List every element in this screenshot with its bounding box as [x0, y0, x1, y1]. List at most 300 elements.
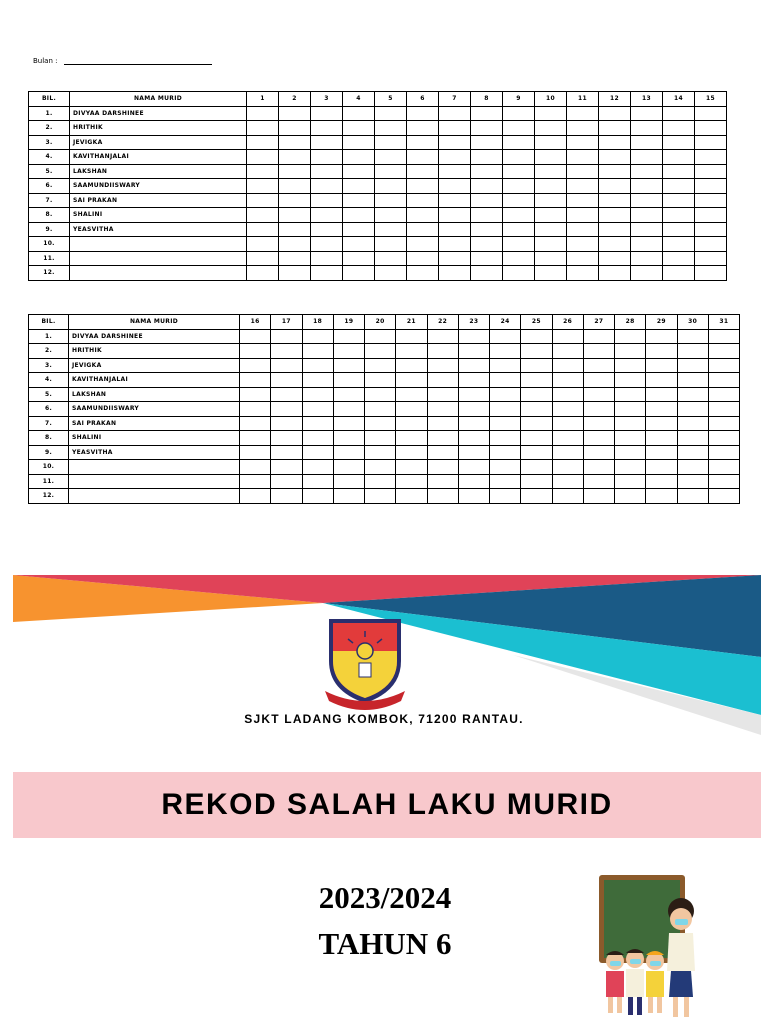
record-cell[interactable]	[631, 121, 663, 136]
record-cell[interactable]	[708, 431, 739, 446]
record-cell[interactable]	[375, 251, 407, 266]
record-cell[interactable]	[583, 373, 614, 388]
record-cell[interactable]	[407, 150, 439, 165]
record-cell[interactable]	[599, 179, 631, 194]
record-cell[interactable]	[583, 358, 614, 373]
record-cell[interactable]	[567, 150, 599, 165]
record-cell[interactable]	[471, 150, 503, 165]
record-cell[interactable]	[695, 193, 727, 208]
record-cell[interactable]	[567, 179, 599, 194]
record-cell[interactable]	[365, 445, 396, 460]
record-cell[interactable]	[631, 164, 663, 179]
record-cell[interactable]	[646, 329, 677, 344]
record-cell[interactable]	[311, 179, 343, 194]
record-cell[interactable]	[333, 387, 364, 402]
record-cell[interactable]	[311, 222, 343, 237]
record-cell[interactable]	[279, 150, 311, 165]
record-cell[interactable]	[271, 445, 302, 460]
record-cell[interactable]	[396, 474, 427, 489]
record-cell[interactable]	[343, 208, 375, 223]
record-cell[interactable]	[567, 164, 599, 179]
record-cell[interactable]	[271, 387, 302, 402]
record-cell[interactable]	[407, 121, 439, 136]
record-cell[interactable]	[503, 251, 535, 266]
record-cell[interactable]	[302, 474, 333, 489]
record-cell[interactable]	[695, 251, 727, 266]
record-cell[interactable]	[599, 164, 631, 179]
record-cell[interactable]	[247, 266, 279, 281]
record-cell[interactable]	[407, 135, 439, 150]
record-cell[interactable]	[247, 150, 279, 165]
record-cell[interactable]	[333, 329, 364, 344]
record-cell[interactable]	[240, 373, 271, 388]
record-cell[interactable]	[427, 431, 458, 446]
record-cell[interactable]	[247, 121, 279, 136]
record-cell[interactable]	[503, 135, 535, 150]
record-cell[interactable]	[631, 193, 663, 208]
record-cell[interactable]	[311, 237, 343, 252]
record-cell[interactable]	[365, 416, 396, 431]
record-cell[interactable]	[708, 445, 739, 460]
record-cell[interactable]	[646, 402, 677, 417]
record-cell[interactable]	[663, 208, 695, 223]
record-cell[interactable]	[333, 489, 364, 504]
record-cell[interactable]	[302, 489, 333, 504]
record-cell[interactable]	[375, 179, 407, 194]
record-cell[interactable]	[343, 150, 375, 165]
record-cell[interactable]	[333, 460, 364, 475]
record-cell[interactable]	[521, 358, 552, 373]
record-cell[interactable]	[599, 106, 631, 121]
record-cell[interactable]	[458, 358, 489, 373]
record-cell[interactable]	[279, 222, 311, 237]
record-cell[interactable]	[677, 431, 708, 446]
record-cell[interactable]	[677, 474, 708, 489]
record-cell[interactable]	[567, 222, 599, 237]
record-cell[interactable]	[240, 431, 271, 446]
record-cell[interactable]	[631, 237, 663, 252]
record-cell[interactable]	[311, 193, 343, 208]
record-cell[interactable]	[343, 106, 375, 121]
record-cell[interactable]	[240, 387, 271, 402]
record-cell[interactable]	[396, 402, 427, 417]
record-cell[interactable]	[552, 344, 583, 359]
record-cell[interactable]	[631, 135, 663, 150]
record-cell[interactable]	[646, 387, 677, 402]
record-cell[interactable]	[521, 416, 552, 431]
record-cell[interactable]	[552, 445, 583, 460]
record-cell[interactable]	[695, 208, 727, 223]
record-cell[interactable]	[567, 193, 599, 208]
record-cell[interactable]	[375, 164, 407, 179]
record-cell[interactable]	[247, 106, 279, 121]
record-cell[interactable]	[439, 266, 471, 281]
record-cell[interactable]	[240, 489, 271, 504]
record-cell[interactable]	[271, 416, 302, 431]
record-cell[interactable]	[333, 373, 364, 388]
record-cell[interactable]	[365, 460, 396, 475]
record-cell[interactable]	[708, 489, 739, 504]
record-cell[interactable]	[631, 222, 663, 237]
record-cell[interactable]	[490, 387, 521, 402]
record-cell[interactable]	[663, 135, 695, 150]
record-cell[interactable]	[458, 460, 489, 475]
record-cell[interactable]	[343, 251, 375, 266]
record-cell[interactable]	[521, 460, 552, 475]
record-cell[interactable]	[490, 329, 521, 344]
record-cell[interactable]	[247, 251, 279, 266]
record-cell[interactable]	[471, 193, 503, 208]
record-cell[interactable]	[599, 150, 631, 165]
record-cell[interactable]	[535, 150, 567, 165]
record-cell[interactable]	[490, 373, 521, 388]
record-cell[interactable]	[375, 208, 407, 223]
record-cell[interactable]	[695, 222, 727, 237]
record-cell[interactable]	[490, 431, 521, 446]
record-cell[interactable]	[407, 179, 439, 194]
record-cell[interactable]	[247, 222, 279, 237]
record-cell[interactable]	[240, 402, 271, 417]
record-cell[interactable]	[427, 329, 458, 344]
record-cell[interactable]	[458, 445, 489, 460]
record-cell[interactable]	[521, 344, 552, 359]
record-cell[interactable]	[695, 106, 727, 121]
record-cell[interactable]	[375, 193, 407, 208]
record-cell[interactable]	[302, 358, 333, 373]
record-cell[interactable]	[646, 445, 677, 460]
record-cell[interactable]	[458, 416, 489, 431]
record-cell[interactable]	[311, 266, 343, 281]
record-cell[interactable]	[535, 193, 567, 208]
record-cell[interactable]	[365, 358, 396, 373]
record-cell[interactable]	[663, 193, 695, 208]
record-cell[interactable]	[567, 251, 599, 266]
record-cell[interactable]	[521, 489, 552, 504]
record-cell[interactable]	[631, 150, 663, 165]
record-cell[interactable]	[427, 358, 458, 373]
record-cell[interactable]	[471, 237, 503, 252]
record-cell[interactable]	[695, 237, 727, 252]
record-cell[interactable]	[663, 237, 695, 252]
record-cell[interactable]	[535, 266, 567, 281]
record-cell[interactable]	[279, 251, 311, 266]
record-cell[interactable]	[407, 164, 439, 179]
record-cell[interactable]	[708, 329, 739, 344]
record-cell[interactable]	[407, 251, 439, 266]
record-cell[interactable]	[439, 222, 471, 237]
record-cell[interactable]	[247, 208, 279, 223]
record-cell[interactable]	[677, 460, 708, 475]
record-cell[interactable]	[302, 373, 333, 388]
record-cell[interactable]	[631, 106, 663, 121]
record-cell[interactable]	[439, 135, 471, 150]
record-cell[interactable]	[583, 445, 614, 460]
record-cell[interactable]	[271, 474, 302, 489]
record-cell[interactable]	[503, 150, 535, 165]
record-cell[interactable]	[708, 402, 739, 417]
record-cell[interactable]	[240, 460, 271, 475]
record-cell[interactable]	[279, 135, 311, 150]
record-cell[interactable]	[583, 460, 614, 475]
record-cell[interactable]	[695, 164, 727, 179]
record-cell[interactable]	[677, 329, 708, 344]
record-cell[interactable]	[343, 121, 375, 136]
record-cell[interactable]	[396, 344, 427, 359]
record-cell[interactable]	[663, 121, 695, 136]
record-cell[interactable]	[240, 344, 271, 359]
record-cell[interactable]	[677, 445, 708, 460]
record-cell[interactable]	[407, 266, 439, 281]
record-cell[interactable]	[458, 489, 489, 504]
record-cell[interactable]	[708, 358, 739, 373]
record-cell[interactable]	[677, 402, 708, 417]
record-cell[interactable]	[631, 179, 663, 194]
record-cell[interactable]	[240, 416, 271, 431]
record-cell[interactable]	[333, 431, 364, 446]
record-cell[interactable]	[247, 193, 279, 208]
record-cell[interactable]	[365, 329, 396, 344]
record-cell[interactable]	[695, 179, 727, 194]
record-cell[interactable]	[427, 489, 458, 504]
record-cell[interactable]	[615, 460, 646, 475]
record-cell[interactable]	[646, 474, 677, 489]
record-cell[interactable]	[521, 329, 552, 344]
record-cell[interactable]	[302, 445, 333, 460]
record-cell[interactable]	[535, 121, 567, 136]
record-cell[interactable]	[471, 208, 503, 223]
record-cell[interactable]	[343, 222, 375, 237]
record-cell[interactable]	[458, 387, 489, 402]
record-cell[interactable]	[271, 489, 302, 504]
record-cell[interactable]	[663, 164, 695, 179]
record-cell[interactable]	[247, 179, 279, 194]
record-cell[interactable]	[583, 344, 614, 359]
record-cell[interactable]	[311, 135, 343, 150]
record-cell[interactable]	[365, 431, 396, 446]
record-cell[interactable]	[471, 251, 503, 266]
record-cell[interactable]	[646, 344, 677, 359]
record-cell[interactable]	[503, 193, 535, 208]
record-cell[interactable]	[311, 164, 343, 179]
record-cell[interactable]	[279, 179, 311, 194]
record-cell[interactable]	[583, 329, 614, 344]
record-cell[interactable]	[458, 373, 489, 388]
record-cell[interactable]	[365, 387, 396, 402]
record-cell[interactable]	[583, 402, 614, 417]
record-cell[interactable]	[677, 387, 708, 402]
record-cell[interactable]	[471, 266, 503, 281]
record-cell[interactable]	[427, 474, 458, 489]
record-cell[interactable]	[646, 358, 677, 373]
record-cell[interactable]	[458, 329, 489, 344]
record-cell[interactable]	[471, 135, 503, 150]
record-cell[interactable]	[535, 237, 567, 252]
record-cell[interactable]	[333, 445, 364, 460]
record-cell[interactable]	[279, 121, 311, 136]
record-cell[interactable]	[583, 416, 614, 431]
record-cell[interactable]	[439, 150, 471, 165]
record-cell[interactable]	[535, 164, 567, 179]
record-cell[interactable]	[615, 416, 646, 431]
record-cell[interactable]	[708, 373, 739, 388]
record-cell[interactable]	[631, 266, 663, 281]
record-cell[interactable]	[503, 121, 535, 136]
record-cell[interactable]	[240, 445, 271, 460]
record-cell[interactable]	[583, 474, 614, 489]
record-cell[interactable]	[552, 474, 583, 489]
record-cell[interactable]	[302, 387, 333, 402]
record-cell[interactable]	[567, 208, 599, 223]
record-cell[interactable]	[279, 237, 311, 252]
record-cell[interactable]	[333, 358, 364, 373]
record-cell[interactable]	[552, 460, 583, 475]
record-cell[interactable]	[271, 402, 302, 417]
record-cell[interactable]	[302, 460, 333, 475]
record-cell[interactable]	[333, 416, 364, 431]
record-cell[interactable]	[396, 358, 427, 373]
record-cell[interactable]	[439, 193, 471, 208]
record-cell[interactable]	[279, 208, 311, 223]
record-cell[interactable]	[677, 358, 708, 373]
record-cell[interactable]	[599, 208, 631, 223]
record-cell[interactable]	[439, 106, 471, 121]
record-cell[interactable]	[333, 402, 364, 417]
record-cell[interactable]	[396, 329, 427, 344]
record-cell[interactable]	[302, 329, 333, 344]
record-cell[interactable]	[396, 431, 427, 446]
record-cell[interactable]	[271, 373, 302, 388]
record-cell[interactable]	[343, 237, 375, 252]
record-cell[interactable]	[599, 251, 631, 266]
record-cell[interactable]	[365, 474, 396, 489]
record-cell[interactable]	[535, 208, 567, 223]
record-cell[interactable]	[599, 121, 631, 136]
record-cell[interactable]	[375, 121, 407, 136]
record-cell[interactable]	[427, 373, 458, 388]
record-cell[interactable]	[240, 474, 271, 489]
record-cell[interactable]	[458, 431, 489, 446]
record-cell[interactable]	[677, 416, 708, 431]
record-cell[interactable]	[695, 135, 727, 150]
record-cell[interactable]	[427, 402, 458, 417]
record-cell[interactable]	[439, 164, 471, 179]
record-cell[interactable]	[311, 121, 343, 136]
record-cell[interactable]	[407, 193, 439, 208]
record-cell[interactable]	[375, 222, 407, 237]
record-cell[interactable]	[599, 193, 631, 208]
record-cell[interactable]	[396, 445, 427, 460]
record-cell[interactable]	[375, 106, 407, 121]
record-cell[interactable]	[503, 179, 535, 194]
record-cell[interactable]	[663, 179, 695, 194]
record-cell[interactable]	[311, 150, 343, 165]
record-cell[interactable]	[427, 387, 458, 402]
record-cell[interactable]	[396, 373, 427, 388]
record-cell[interactable]	[663, 251, 695, 266]
record-cell[interactable]	[615, 445, 646, 460]
record-cell[interactable]	[490, 445, 521, 460]
record-cell[interactable]	[247, 237, 279, 252]
record-cell[interactable]	[302, 416, 333, 431]
record-cell[interactable]	[631, 208, 663, 223]
record-cell[interactable]	[490, 489, 521, 504]
record-cell[interactable]	[343, 164, 375, 179]
record-cell[interactable]	[583, 431, 614, 446]
record-cell[interactable]	[663, 150, 695, 165]
record-cell[interactable]	[663, 222, 695, 237]
record-cell[interactable]	[521, 373, 552, 388]
record-cell[interactable]	[375, 266, 407, 281]
bulan-input-line[interactable]	[64, 56, 212, 65]
record-cell[interactable]	[535, 222, 567, 237]
record-cell[interactable]	[471, 179, 503, 194]
record-cell[interactable]	[471, 121, 503, 136]
record-cell[interactable]	[490, 344, 521, 359]
record-cell[interactable]	[615, 431, 646, 446]
record-cell[interactable]	[631, 251, 663, 266]
record-cell[interactable]	[521, 402, 552, 417]
record-cell[interactable]	[583, 489, 614, 504]
record-cell[interactable]	[271, 431, 302, 446]
record-cell[interactable]	[663, 106, 695, 121]
record-cell[interactable]	[427, 445, 458, 460]
record-cell[interactable]	[279, 106, 311, 121]
record-cell[interactable]	[708, 460, 739, 475]
record-cell[interactable]	[708, 474, 739, 489]
record-cell[interactable]	[567, 135, 599, 150]
record-cell[interactable]	[365, 373, 396, 388]
record-cell[interactable]	[615, 373, 646, 388]
record-cell[interactable]	[365, 344, 396, 359]
record-cell[interactable]	[471, 106, 503, 121]
record-cell[interactable]	[615, 402, 646, 417]
record-cell[interactable]	[552, 329, 583, 344]
record-cell[interactable]	[311, 106, 343, 121]
record-cell[interactable]	[279, 193, 311, 208]
record-cell[interactable]	[439, 251, 471, 266]
record-cell[interactable]	[646, 460, 677, 475]
record-cell[interactable]	[503, 222, 535, 237]
record-cell[interactable]	[677, 373, 708, 388]
record-cell[interactable]	[535, 135, 567, 150]
record-cell[interactable]	[458, 402, 489, 417]
record-cell[interactable]	[708, 387, 739, 402]
record-cell[interactable]	[677, 344, 708, 359]
record-cell[interactable]	[490, 402, 521, 417]
record-cell[interactable]	[439, 179, 471, 194]
record-cell[interactable]	[567, 106, 599, 121]
record-cell[interactable]	[343, 193, 375, 208]
record-cell[interactable]	[271, 329, 302, 344]
record-cell[interactable]	[583, 387, 614, 402]
record-cell[interactable]	[552, 431, 583, 446]
record-cell[interactable]	[521, 387, 552, 402]
record-cell[interactable]	[521, 474, 552, 489]
record-cell[interactable]	[503, 164, 535, 179]
record-cell[interactable]	[365, 402, 396, 417]
record-cell[interactable]	[279, 164, 311, 179]
record-cell[interactable]	[279, 266, 311, 281]
record-cell[interactable]	[708, 416, 739, 431]
record-cell[interactable]	[695, 266, 727, 281]
record-cell[interactable]	[240, 358, 271, 373]
record-cell[interactable]	[490, 460, 521, 475]
record-cell[interactable]	[343, 179, 375, 194]
record-cell[interactable]	[552, 358, 583, 373]
record-cell[interactable]	[695, 121, 727, 136]
record-cell[interactable]	[407, 208, 439, 223]
record-cell[interactable]	[615, 329, 646, 344]
